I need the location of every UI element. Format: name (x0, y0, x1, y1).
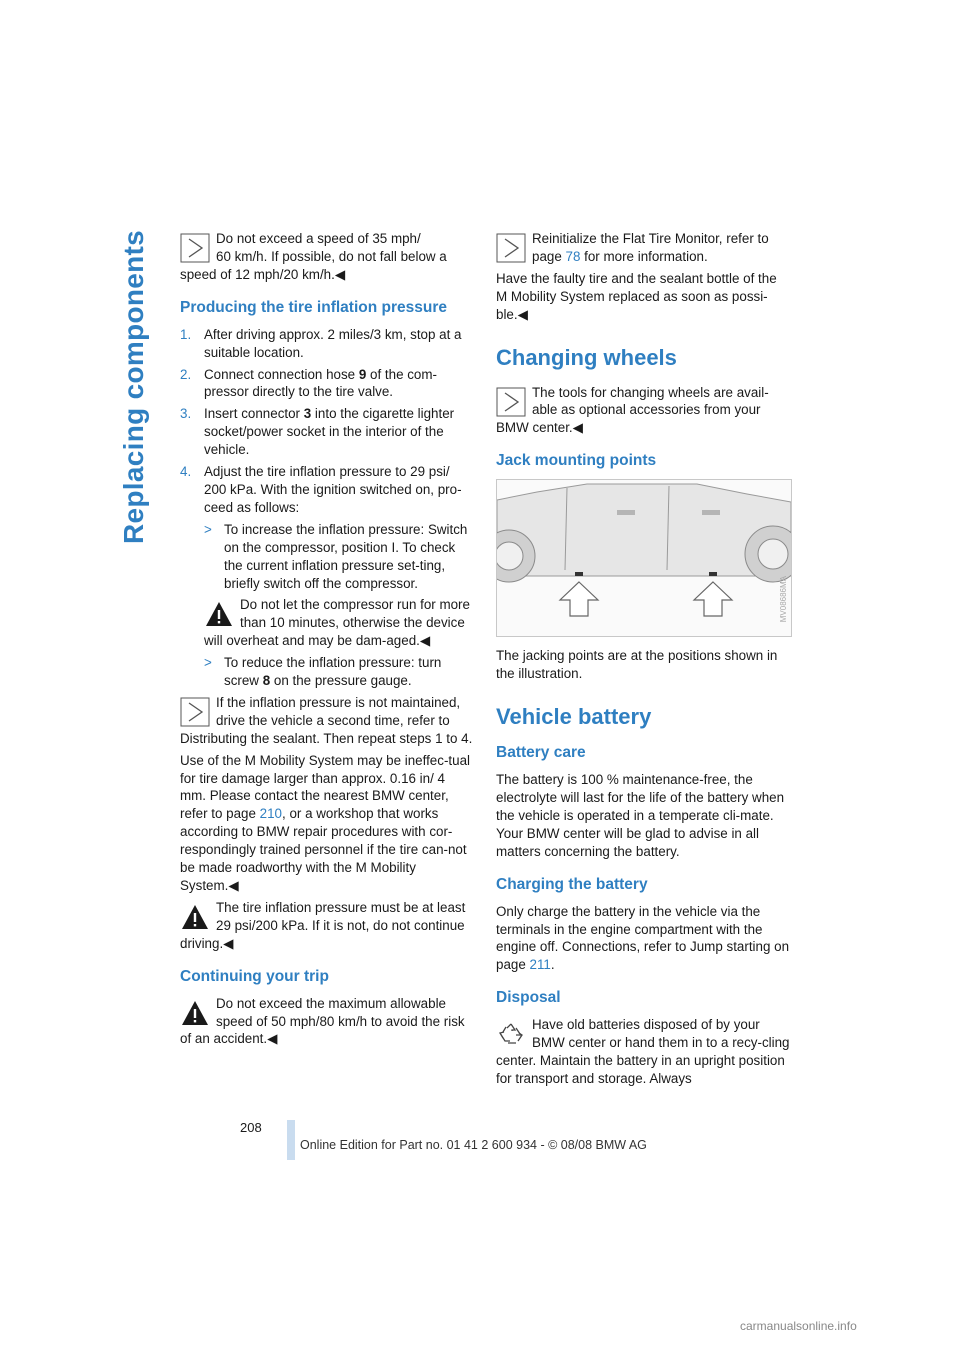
heading-jack: Jack mounting points (496, 452, 657, 470)
page-link-210[interactable]: 210 (259, 806, 282, 822)
footer-bar (287, 1120, 295, 1160)
heading-trip: Continuing your trip (180, 967, 329, 985)
watermark: carmanualsonline.info (740, 1319, 857, 1333)
warning-icon (180, 902, 210, 932)
paragraph-replace: Have the faulty tire and the sealant bottle of the M Mobility System replaced as soon as possi-ble.◀ (496, 270, 777, 322)
note-speed: Do not exceed a speed of 35 mph/ 60 km/h. If possible, do not fall below a speed of 12 mph/20 km/h.◀ (180, 231, 447, 282)
note-arrow-icon (496, 233, 526, 263)
warning-max-speed: Do not exceed the maximum allowable speed of 50 mph/80 km/h to avoid the risk of an accident.◀ (180, 995, 465, 1047)
jack-points-illustration (496, 479, 792, 637)
car-side-icon (497, 480, 791, 636)
warning-min-pressure: The tire inflation pressure must be at least 29 psi/200 kPa. If it is not, do not continue driving.◀ (180, 899, 466, 951)
note-arrow-icon (496, 387, 526, 417)
figure-code: MV08686MA (779, 576, 789, 623)
paragraph-charging: Only charge the battery in the vehicle via the terminals in the engine compartment with the engine off. Connections, refer to Jump starting on page 211. (496, 903, 790, 973)
heading-battery-care: Battery care (496, 744, 586, 762)
heading-vehicle-battery: Vehicle battery (496, 704, 652, 730)
note-pressure: If the inflation pressure is not maintained, drive the vehicle a second time, refer to Distributing the sealant. Then repeat steps 1 to 4. (180, 694, 473, 746)
list-item: 3. Insert connector 3 into the cigarette lighter socket/power socket in the interior of the vehicle. (180, 406, 455, 458)
heading-inflation: Producing the tire inflation pressure (180, 298, 447, 316)
sub-item-reduce: > To reduce the inflation pressure: turn screw 8 on the pressure gauge. (204, 655, 442, 689)
page-link-78[interactable]: 78 (565, 248, 581, 264)
warning-icon (180, 998, 210, 1028)
section-side-title: Replacing components (118, 230, 149, 545)
sub-item-increase: > To increase the inflation pressure: Switch on the compressor, position I. To check the current inflation pressure set-ting, briefly switch off the compressor. (204, 521, 468, 591)
note-reinitialize: Reinitialize the Flat Tire Monitor, refer to page 78 for more information. (496, 230, 790, 266)
footer-text: Online Edition for Part no. 01 41 2 600 934 - © 08/08 BMW AG (300, 1138, 647, 1152)
note-arrow-icon (180, 697, 210, 727)
note-disposal: Have old batteries disposed of by your BMW center or hand them in to a recy-cling center. Maintain the battery in an upright position for transport and storage. Always (496, 1017, 790, 1086)
heading-disposal: Disposal (496, 989, 561, 1007)
note-arrow-icon (180, 233, 210, 263)
list-item: 2. Connect connection hose 9 of the com-pressor directly to the tire valve. (180, 366, 437, 400)
heading-charging: Charging the battery (496, 875, 648, 893)
page-number: 208 (240, 1120, 262, 1135)
note-tools: The tools for changing wheels are avail-able as optional accessories from your BMW center.◀ (496, 384, 769, 436)
list-item: 1. After driving approx. 2 miles/3 km, stop at a suitable location. (180, 326, 462, 360)
warning-compressor: Do not let the compressor run for more than 10 minutes, otherwise the device will overheat and may be dam-aged.◀ (204, 597, 470, 649)
paragraph-mobility: Use of the M Mobility System may be ineffec-tual for tire damage larger than approx. 0.16 in/ 4 mm. Please contact the nearest BMW center, refer to page 210, or a workshop that works according to BMW repair procedures with cor-respondingly trained personnel if the tire can-not be made roadworthy with the M Mobility System.◀ (180, 752, 470, 893)
heading-changing-wheels: Changing wheels (496, 344, 677, 370)
paragraph-jacking: The jacking points are at the positions shown in the illustration. (496, 648, 778, 682)
page-link-211[interactable]: 211 (529, 957, 551, 973)
recycle-icon (496, 1019, 526, 1049)
steps-list (180, 326, 474, 517)
list-item: 4. Adjust the tire inflation pressure to 29 psi/ 200 kPa. With the ignition switched on, pro-ceed as follows: (180, 464, 462, 515)
right-column (496, 230, 790, 1092)
paragraph-battery-care: The battery is 100 % maintenance-free, the electrolyte will last for the life of the battery when the vehicle is operated in a temperate cli-mate. Your BMW center will be glad to advise in all matters concerning the battery. (496, 772, 785, 859)
left-column (180, 230, 474, 1052)
warning-icon (204, 599, 234, 629)
